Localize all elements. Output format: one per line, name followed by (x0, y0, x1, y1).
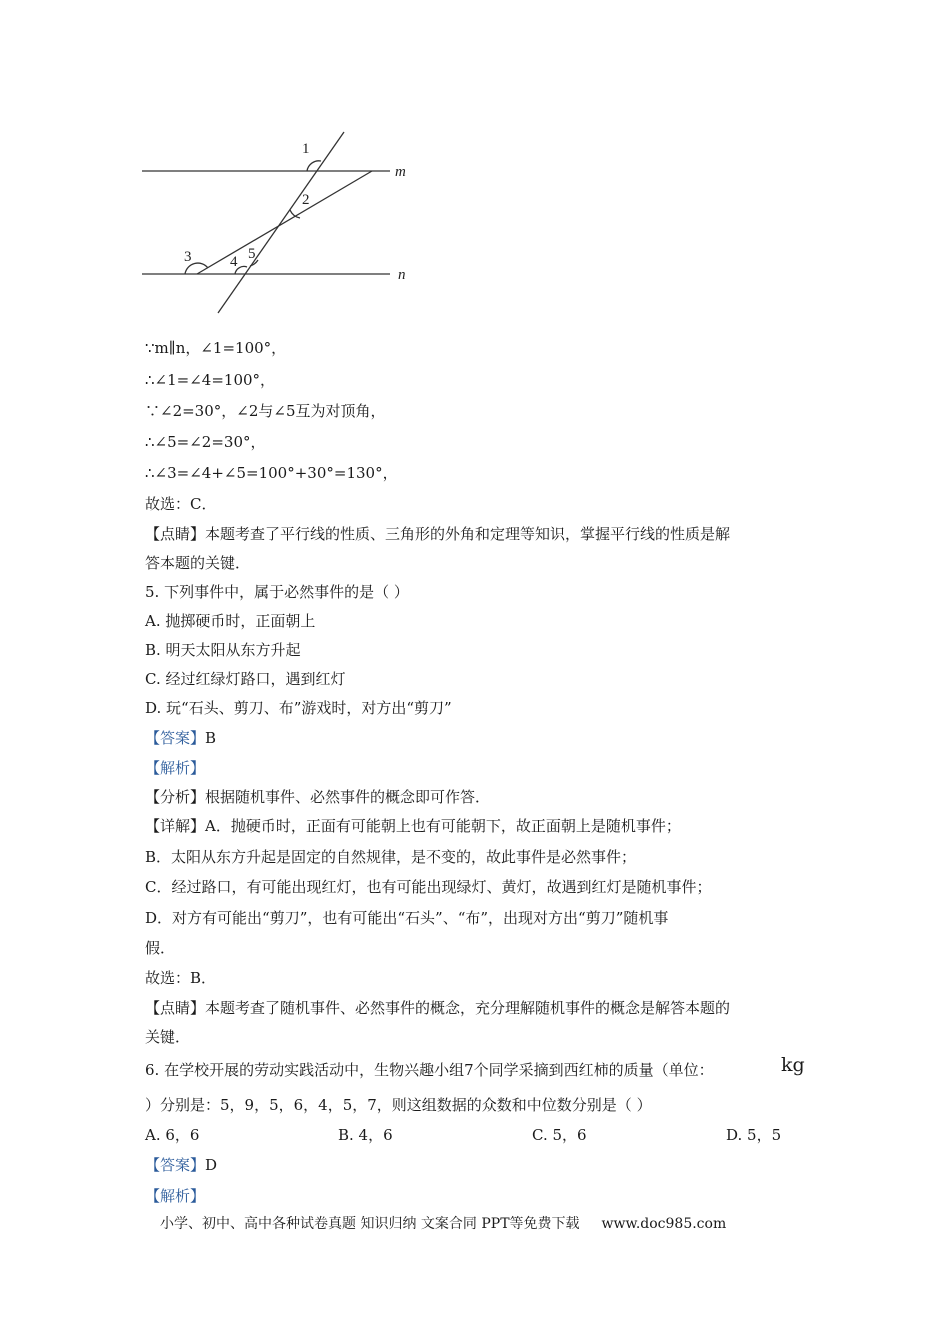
question-5-comment-cont: 关键． (145, 1028, 191, 1046)
parallel-lines-figure (135, 125, 425, 320)
answer-value: B (205, 729, 217, 747)
solution-comment-cont: 答本题的关键． (145, 554, 251, 572)
solution-step-3: ∵∠2=30°，∠2与∠5互为对顶角， (145, 402, 386, 420)
solution-step-2: ∴∠1=∠4=100°， (145, 371, 276, 389)
solution-choice: 故选：C． (145, 495, 217, 513)
question-5-comment: 【点睛】本题考查了随机事件、必然事件的概念，充分理解随机事件的概念是解答本题的 (145, 999, 731, 1017)
solution-comment (145, 524, 730, 544)
question-6-analysis-tag: 【解析】 (145, 1187, 206, 1205)
solution-step-5: ∴∠3=∠4+∠5=100°+30°=130°， (145, 464, 398, 482)
comment-text: 本题考查了平行线的性质、三角形的外角和定理等知识，掌握平行线的性质是解 (205, 525, 731, 543)
question-5-choice: 故选：B． (145, 969, 217, 987)
question-6-option-b: B. 4，6 (338, 1126, 393, 1144)
answer-value: D (205, 1156, 218, 1174)
solution-step-1: ∵m∥n，∠1=100°， (145, 339, 287, 357)
question-5-option-c: C. 经过红绿灯路口，遇到红灯 (145, 670, 346, 688)
line-m-label: m (395, 164, 406, 180)
angle-1-arc (307, 161, 321, 171)
question-6-stem-cont: ）分别是：5，9，5，6，4，5，7，则这组数据的众数和中位数分别是（ ） (145, 1096, 652, 1114)
question-5-fenxi: 【分析】根据随机事件、必然事件的概念即可作答． (145, 788, 491, 806)
question-6-answer (145, 1155, 217, 1175)
slanted-line (197, 171, 372, 274)
question-5-detail-b: B．太阳从东方升起是固定的自然规律，是不变的，故此事件是必然事件； (145, 848, 637, 866)
question-5-answer (145, 728, 216, 748)
question-5-analysis-tag: 【解析】 (145, 759, 206, 777)
footer-text: 小学、初中、高中各种试卷真题 知识归纳 文案合同 PPT等免费下载 (160, 1216, 580, 1232)
question-6-stem: 6. 在学校开展的劳动实践活动中，生物兴趣小组7个同学采摘到西红柿的质量（单位： (145, 1061, 714, 1079)
line-n-label: n (398, 267, 406, 283)
transversal-line (218, 132, 344, 313)
question-5-detail-c: C．经过路口，有可能出现红灯，也有可能出现绿灯、黄灯，故遇到红灯是随机事件； (145, 878, 712, 896)
angle-4-label: 4 (230, 254, 238, 270)
solution-step-4: ∴∠5=∠2=30°， (145, 433, 266, 451)
angle-3-label: 3 (184, 249, 192, 265)
question-5-stem: 5. 下列事件中，属于必然事件的是（ ） (145, 583, 409, 601)
question-6-option-a: A. 6，6 (145, 1126, 200, 1144)
question-5-xiangjie: 【详解】A．抛硬币时，正面有可能朝上也有可能朝下，故正面朝上是随机事件； (145, 817, 681, 835)
angle-2-label: 2 (302, 192, 310, 208)
question-6-option-c: C. 5，6 (532, 1126, 587, 1144)
page-footer (160, 1214, 726, 1234)
answer-tag: 【答案】 (145, 729, 206, 747)
question-5-option-d: D. 玩“石头、剪刀、布”游戏时，对方出“剪刀” (145, 699, 452, 717)
question-5-option-b: B. 明天太阳从东方升起 (145, 641, 301, 659)
angle-5-label: 5 (248, 246, 256, 262)
footer-url[interactable]: www.doc985.com (601, 1216, 727, 1232)
question-5-detail-d: D．对方有可能出“剪刀”，也有可能出“石头”、“布”，出现对方出“剪刀”随机事 (145, 909, 669, 927)
question-6-option-d: D. 5，5 (726, 1126, 782, 1144)
comment-tag: 【点睛】 (145, 525, 206, 543)
question-6-unit: kg (781, 1054, 805, 1076)
question-5-detail-d-cont: 假． (145, 939, 176, 957)
answer-tag: 【答案】 (145, 1156, 206, 1174)
question-5-option-a: A. 抛掷硬币时，正面朝上 (145, 612, 316, 630)
angle-1-label: 1 (302, 141, 310, 157)
